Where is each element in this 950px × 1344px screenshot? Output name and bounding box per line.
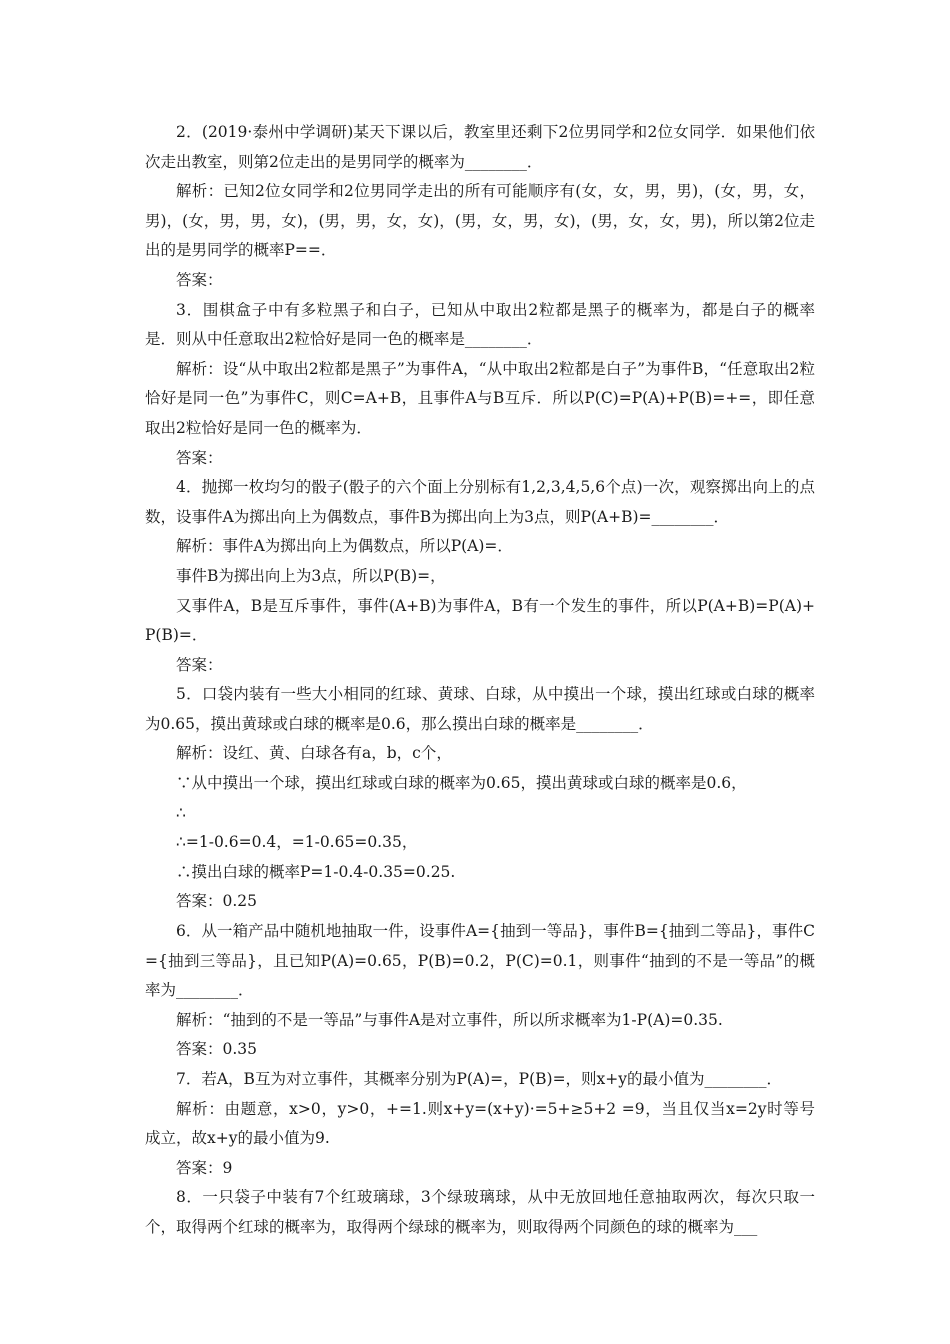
answer-6: 答案：0.35 — [176, 1040, 258, 1059]
document-body — [145, 118, 815, 1243]
solution-5-line-4: ∴=1-0.6=0.4，=1-0.65=0.35， — [176, 833, 418, 852]
solution-7: 解析：由题意，x>0，y>0，+=1.则x+y=(x+y)·=5+≥5+2 =9，当且仅当x=2y时等号成立，故x+y的最小值为9. — [145, 1099, 815, 1148]
question-6: 6．从一箱产品中随机地抽取一件，设事件A={抽到一等品}，事件B={抽到二等品}，事件C={抽到三等品}，且已知P(A)=0.65，P(B)=0.2，P(C)=0.1，则事件“抽到的不是一等品”的概率为________． — [145, 922, 815, 1000]
solution-4-line-1: 解析：事件A为掷出向上为偶数点，所以P(A)=． — [176, 537, 513, 556]
answer-2: 答案： — [176, 270, 223, 289]
question-2: 2．(2019·泰州中学调研)某天下课以后，教室里还剩下2位男同学和2位女同学．如果他们依次走出教室，则第2位走出的是男同学的概率为________． — [145, 123, 815, 171]
question-7: 7．若A，B互为对立事件，其概率分别为P(A)=，P(B)=，则x+y的最小值为________． — [176, 1070, 783, 1088]
question-4: 4．抛掷一枚均匀的骰子(骰子的六个面上分别标有1,2,3,4,5,6个点)一次，观察掷出向上的点数，设事件A为掷出向上为偶数点，事件B为掷出向上为3点，则P(A+B)=________． — [145, 478, 815, 526]
answer-3: 答案： — [176, 448, 223, 467]
answer-7: 答案：9 — [176, 1158, 233, 1177]
question-5: 5．口袋内装有一些大小相同的红球、黄球、白球，从中摸出一个球，摸出红球或白球的概率为0.65，摸出黄球或白球的概率是0.6，那么摸出白球的概率是________． — [145, 685, 815, 733]
solution-3: 解析：设“从中取出2粒都是黑子”为事件A，“从中取出2粒都是白子”为事件B，“任意取出2粒恰好是同一色”为事件C，则C=A+B，且事件A与B互斥．所以P(C)=P(A)+P(B)=+=，即任意取出2粒恰好是同一色的概率为． — [145, 359, 815, 437]
solution-5-line-3: ∴ — [176, 803, 186, 822]
solution-5-line-5: ∴摸出白球的概率P=1-0.4-0.35=0.25. — [176, 862, 456, 881]
solution-4-line-2: 事件B为掷出向上为3点，所以P(B)=， — [176, 566, 446, 585]
answer-4: 答案： — [176, 655, 223, 674]
answer-5: 答案：0.25 — [176, 892, 258, 911]
question-8: 8．一只袋子中装有7个红玻璃球，3个绿玻璃球，从中无放回地任意抽取两次，每次只取一个，取得两个红球的概率为，取得两个绿球的概率为，则取得两个同颜色的球的概率为___ — [145, 1188, 815, 1236]
question-3: 3．围棋盒子中有多粒黑子和白子，已知从中取出2粒都是黑子的概率为，都是白子的概率是．则从中任意取出2粒恰好是同一色的概率是________． — [145, 300, 815, 349]
solution-2: 解析：已知2位女同学和2位男同学走出的所有可能顺序有(女，女，男，男)，(女，男，女，男)，(女，男，男，女)，(男，男，女，女)，(男，女，男，女)，(男，女，女，男)，所以第2位走出的是男同学的概率P==． — [145, 182, 815, 260]
solution-6: 解析：“抽到的不是一等品”与事件A是对立事件，所以所求概率为1-P(A)=0.35. — [176, 1010, 723, 1029]
solution-4-line-3: 又事件A，B是互斥事件，事件(A+B)为事件A，B有一个发生的事件，所以P(A+B)=P(A)+P(B)=． — [145, 596, 815, 645]
solution-5-line-1: 解析：设红、黄、白球各有a，b，c个， — [176, 744, 452, 763]
solution-5-line-2: ∵从中摸出一个球，摸出红球或白球的概率为0.65，摸出黄球或白球的概率是0.6， — [176, 774, 747, 793]
